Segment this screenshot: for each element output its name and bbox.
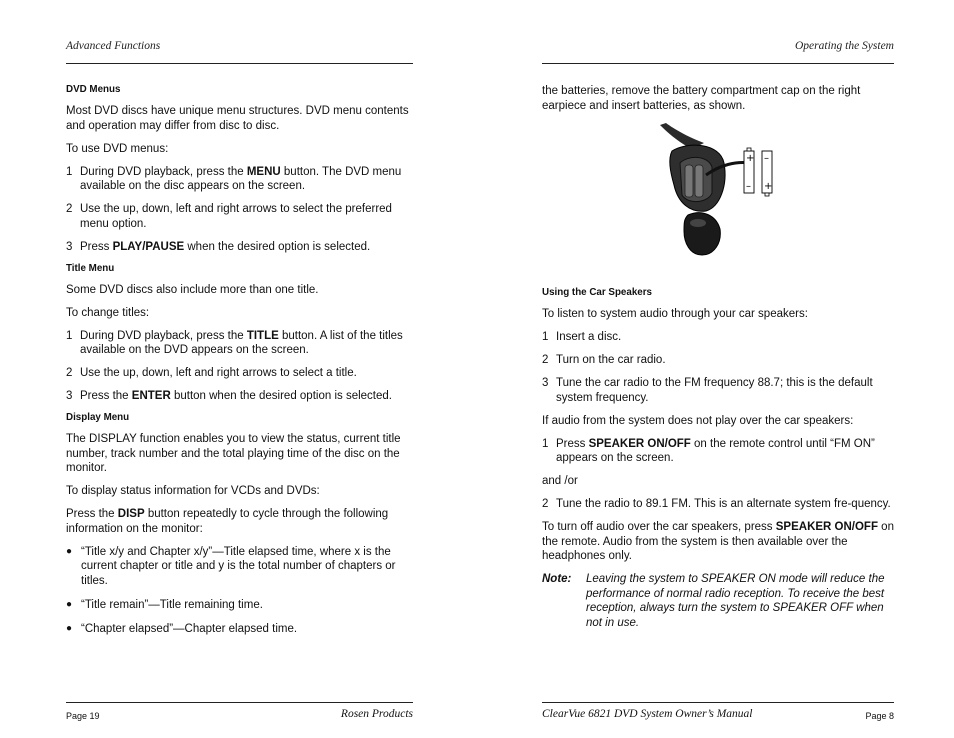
car-alt-step-1: 1 Press SPEAKER ON/OFF on the remote control until “FM ON” appears on the screen. — [542, 437, 875, 464]
right-footer-rule — [542, 702, 894, 703]
right-page — [542, 0, 894, 738]
display-menu-intro: The DISPLAY function enables you to view the status, current title number, track number and the total playing time of the disc on the monitor. — [66, 433, 401, 474]
title-menu-step-1: 1 During DVD playback, press the TITLE button. A list of the titles available on the DVD appears on the screen. — [66, 329, 403, 356]
car-speakers-heading: Using the Car Speakers — [542, 287, 652, 298]
title-menu-step-3: 3 Press the ENTER button when the desired option is selected. — [66, 390, 392, 402]
left-footer-brand: Rosen Products — [340, 708, 413, 720]
left-footer-page: Page 19 — [66, 711, 100, 721]
car-speakers-lead: To listen to system audio through your car speakers: — [542, 308, 808, 320]
battery-continuation: the batteries, remove the battery compartment cap on the right earpiece and insert batteries, as shown. — [542, 85, 861, 112]
title-menu-step-2: 2 Use the up, down, left and right arrows to select a title. — [66, 367, 357, 379]
right-content — [542, 84, 894, 630]
dvd-menus-lead: To use DVD menus: — [66, 142, 169, 155]
car-step-1: 1 Insert a disc. — [542, 331, 622, 343]
note-label: Note: — [542, 573, 572, 585]
display-bullet-3: ● “Chapter elapsed”—Chapter elapsed time. — [66, 622, 298, 635]
left-page — [66, 0, 413, 738]
dvd-menus-step-1: 1 During DVD playback, press the MENU button. The DVD menu available on the disc appears on the screen. — [66, 165, 402, 192]
display-menu-press: Press the DISP button repeatedly to cycle through the following information on the monitor: — [66, 508, 389, 535]
car-step-3: 3 Tune the car radio to the FM frequency 88.7; this is the default system frequency. — [542, 377, 873, 404]
title-menu-intro: Some DVD discs also include more than one title. — [66, 283, 319, 296]
display-bullet-1: ● “Title x/y and Chapter x/y”—Title elapsed time, where x is the current chapter or title and y is the total number of chapters or titles. — [66, 545, 396, 587]
title-menu-heading: Title Menu — [66, 262, 115, 274]
right-footer-page: Page 8 — [865, 711, 894, 721]
note-text: Leaving the system to SPEAKER ON mode will reduce the performance of normal radio reception. To receive the best reception, always turn the system to SPEAKER OFF when not in use. — [586, 573, 885, 629]
dvd-menus-step-2: 2 Use the up, down, left and right arrows to select the preferred menu option. — [66, 203, 392, 230]
left-footer-rule — [66, 702, 413, 703]
battery-1-minus-label: – — [746, 181, 751, 192]
display-menu-lead: To display status information for VCDs and DVDs: — [66, 485, 320, 497]
display-menu-heading: Display Menu — [66, 412, 130, 423]
left-header: Advanced Functions — [66, 40, 161, 52]
car-alt-step-2: 2 Tune the radio to 89.1 FM. This is an alternate system fre-quency. — [542, 498, 891, 510]
left-header-rule — [66, 63, 413, 64]
title-menu-lead: To change titles: — [66, 306, 150, 319]
bullet-dot-icon: ● — [66, 545, 73, 557]
right-header: Operating the System — [794, 40, 894, 52]
dvd-menus-intro: Most DVD discs have unique menu structures. DVD menu contents and operation may differ from disc to disc. — [66, 105, 409, 132]
right-footer-manual: ClearVue 6821 DVD System Owner’s Manual — [542, 708, 753, 720]
left-content — [66, 84, 413, 646]
car-step-2: 2 Turn on the car radio. — [542, 354, 666, 366]
car-if-not: If audio from the system does not play over the car speakers: — [542, 414, 854, 427]
dvd-menus-step-3: 3 Press PLAY/PAUSE when the desired option is selected. — [66, 240, 371, 253]
right-header-rule — [542, 63, 894, 64]
bullet-dot-icon: ● — [66, 598, 73, 610]
car-and-or: and /or — [542, 475, 578, 487]
car-turn-off: To turn off audio over the car speakers, press SPEAKER ON/OFF on the remote. Audio from the system is then available over the headphones only. — [542, 521, 894, 562]
display-bullet-2: ● “Title remain”—Title remaining time. — [66, 598, 263, 611]
battery-2-minus-label: – — [764, 153, 769, 164]
battery-2-plus-label: + — [764, 181, 773, 192]
dvd-menus-heading: DVD Menus — [66, 84, 121, 95]
headphone-battery-illustration-icon — [658, 123, 778, 259]
bullet-dot-icon: ● — [66, 622, 73, 634]
car-note — [542, 572, 894, 630]
battery-1-plus-label: + — [746, 153, 755, 164]
